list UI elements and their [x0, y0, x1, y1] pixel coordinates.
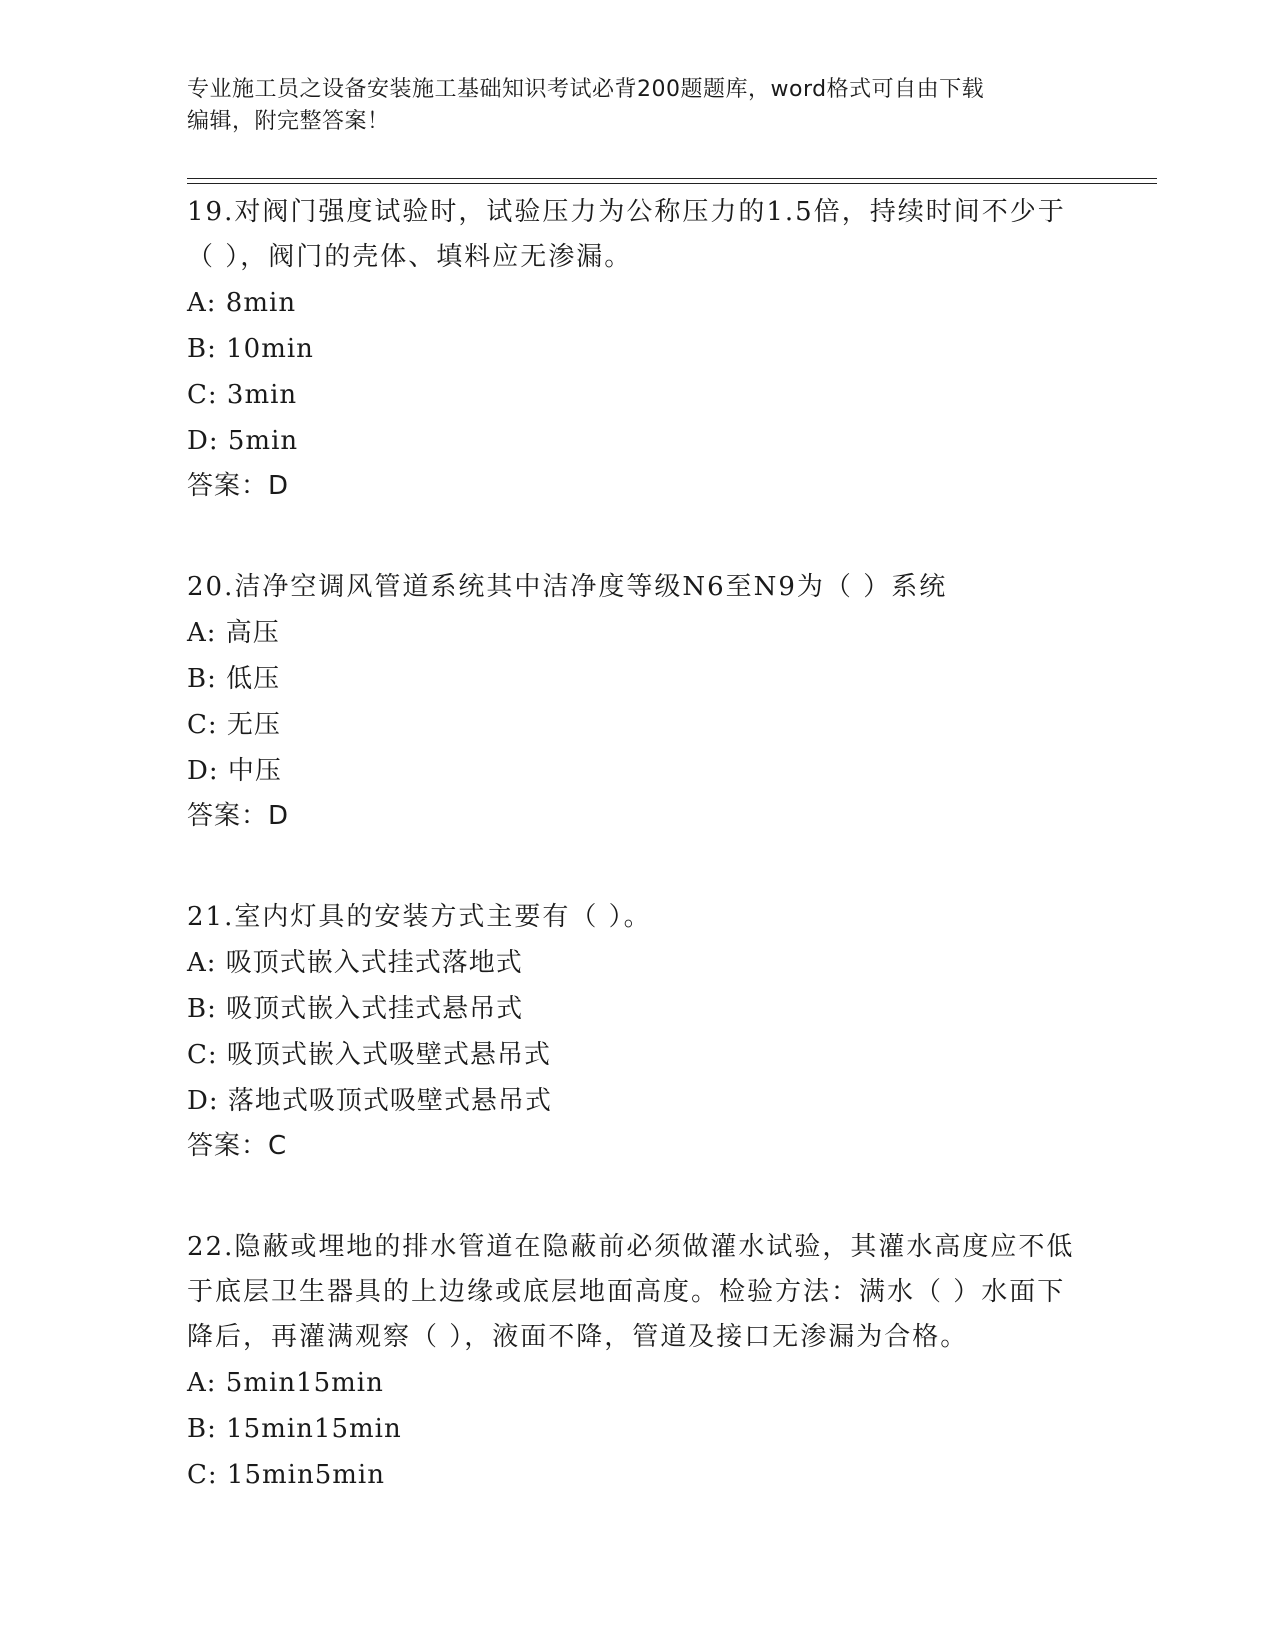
answer-label: 答案：D [187, 471, 290, 501]
header-divider-top [187, 178, 1157, 179]
option-d: D: 落地式吸顶式吸壁式悬吊式 [187, 1086, 552, 1116]
option-d: D: 中压 [187, 756, 282, 786]
option-a: A: 吸顶式嵌入式挂式落地式 [187, 948, 523, 978]
option-c: C: 吸顶式嵌入式吸壁式悬吊式 [187, 1040, 551, 1070]
option-c: C: 3min [187, 380, 298, 410]
option-c: C: 15min5min [187, 1460, 385, 1490]
header-line-1: 专业施工员之设备安装施工基础知识考试必背200题题库，word格式可自由下载 [187, 77, 985, 102]
question-20 [187, 565, 1087, 839]
question-19 [187, 190, 1087, 509]
option-b: B: 低压 [187, 664, 281, 694]
question-list [187, 190, 1087, 1498]
option-a: A: 5min15min [187, 1368, 384, 1398]
document-header [187, 74, 1077, 138]
option-a: A: 8min [187, 288, 297, 318]
option-a: A: 高压 [187, 618, 280, 648]
question-text: 22.隐蔽或埋地的排水管道在隐蔽前必须做灌水试验，其灌水高度应不低于底层卫生器具的上边缘或底层地面高度。检验方法：满水（ ）水面下降后，再灌满观察（ ），液面不降，管道及接口无渗漏为合格。 [187, 1232, 1075, 1352]
option-b: B: 吸顶式嵌入式挂式悬吊式 [187, 994, 524, 1024]
answer-label: 答案：D [187, 801, 290, 831]
header-divider-bottom [187, 183, 1157, 184]
question-21 [187, 895, 1087, 1169]
question-text: 19.对阀门强度试验时，试验压力为公称压力的1.5倍，持续时间不少于（ ），阀门的壳体、填料应无渗漏。 [187, 197, 1066, 272]
answer-label: 答案：C [187, 1131, 288, 1161]
option-d: D: 5min [187, 426, 299, 456]
option-c: C: 无压 [187, 710, 281, 740]
question-22 [187, 1225, 1087, 1498]
question-text: 21.室内灯具的安装方式主要有（ ）。 [187, 902, 652, 932]
option-b: B: 15min15min [187, 1414, 402, 1444]
question-text: 20.洁净空调风管道系统其中洁净度等级N6至N9为（ ）系统 [187, 572, 948, 602]
header-line-2: 编辑，附完整答案！ [187, 109, 390, 134]
option-b: B: 10min [187, 334, 314, 364]
